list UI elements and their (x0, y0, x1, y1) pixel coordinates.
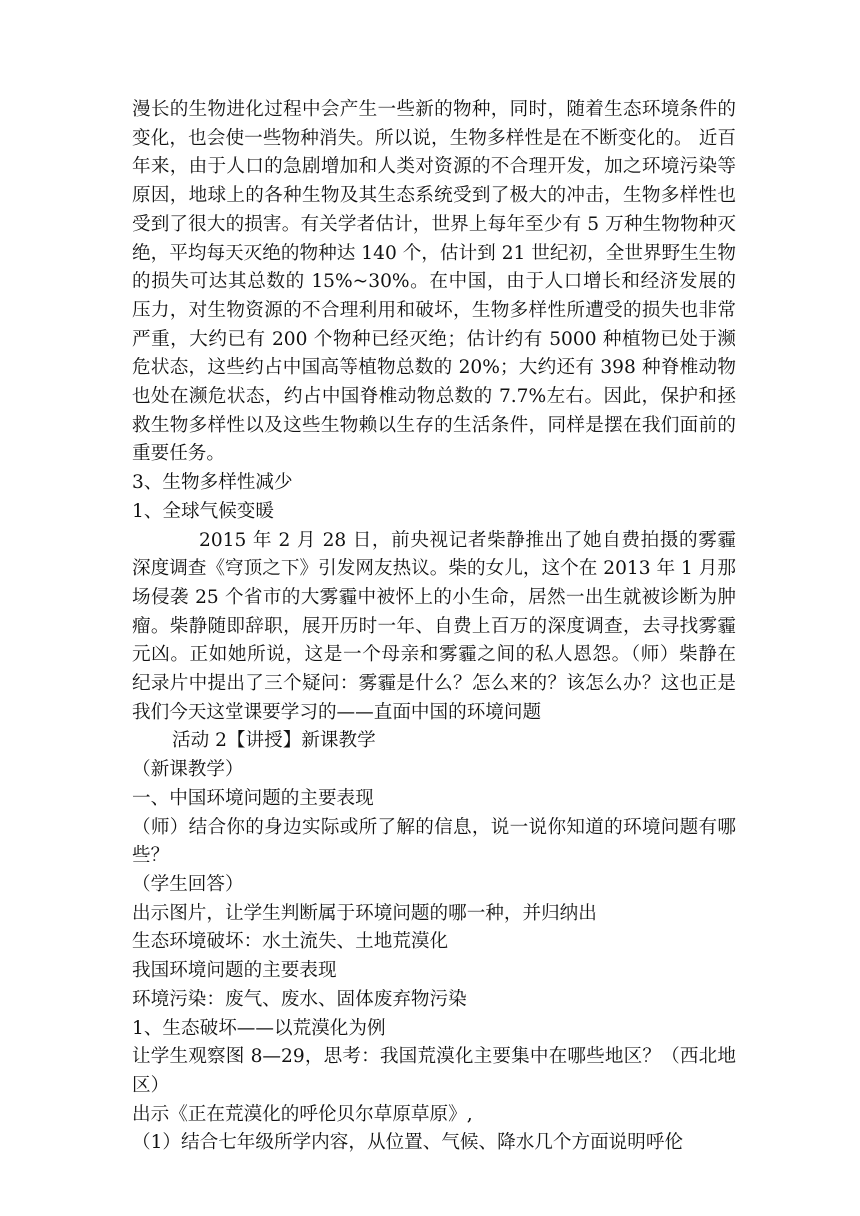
document-body (132, 96, 736, 1158)
observe-figure-question: 让学生观察图 8—29，思考：我国荒漠化主要集中在哪些地区？（西北地区） (132, 1046, 736, 1096)
activity-heading: 活动 2【讲授】新课教学 (172, 730, 376, 752)
student-answer-label: （学生回答） (132, 873, 244, 895)
question-one-line: （1）结合七年级所学内容，从位置、气候、降水几个方面说明呼伦 (132, 1132, 684, 1154)
heading-biodiversity-decrease: 3、生物多样性减少 (132, 472, 293, 494)
show-pictures-instruction: 出示图片，让学生判断属于环境问题的哪一种，并归纳出 (132, 902, 597, 924)
main-problems-line: 我国环境问题的主要表现 (132, 960, 337, 982)
pollution-line: 环境污染：废气、废水、固体废弃物污染 (132, 988, 467, 1010)
section-label-new-lesson: （新课教学） (132, 759, 244, 781)
heading-main-environmental-problems: 一、中国环境问题的主要表现 (132, 787, 374, 809)
teacher-question: （师）结合你的身边实际或所了解的信息，说一说你知道的环境问题有哪些？ (132, 816, 736, 867)
paragraph-smog-documentary: 2015 年 2 月 28 日，前央视记者柴静推出了她自费拍摄的雾霾深度调查《穹顶之下》引发网友热议。柴的女儿，这个在 2013 年 1 月那场侵袭 25 个省市的大雾霾中被怀上的小生命，居然一出生就被诊断为肿瘤。柴静随即辞职，展开历时一年、自费上百万的深度调查，去寻找雾霾元凶。正如她所说，这是一个母亲和雾霾之间的私人恩怨。（师）柴静在纪录片中提出了三个疑问：雾霾是什么？怎么来的？该怎么办？这也正是我们今天这堂课要学习的——直面中国的环境问题 (132, 529, 736, 723)
paragraph-biodiversity-loss: 漫长的生物进化过程中会产生一些新的物种，同时，随着生态环境条件的变化，也会使一些物种消失。所以说，生物多样性是在不断变化的。 近百年来，由于人口的急剧增加和人类对资源的不合理开发，加之环境污染等原因，地球上的各种生物及其生态系统受到了极大的冲击，生物多样性也受到了很大的损害。有关学者估计，世界上每年至少有 5 万种生物物种灭绝，平均每天灭绝的物种达 140 个，估计到 21 世纪初，全世界野生生物的损失可达其总数的 15%~30%。在中国，由于人口增长和经济发展的压力，对生物资源的不合理利用和破坏，生物多样性所遭受的损失也非常严重，大约已有 200 个物种已经灭绝；估计约有 5000 种植物已处于濒危状态，这些约占中国高等植物总数的 20%；大约还有 398 种脊椎动物也处在濒危状态，约占中国脊椎动物总数的 7.7%左右。因此，保护和拯救生物多样性以及这些生物赖以生存的生活条件，同样是摆在我们面前的重要任务。 (132, 99, 736, 465)
ecological-damage-line: 生态环境破坏：水土流失、土地荒漠化 (132, 931, 449, 953)
heading-global-warming: 1、全球气候变暖 (132, 500, 274, 522)
heading-desertification-example: 1、生态破坏——以荒漠化为例 (132, 1017, 386, 1039)
show-grassland-line: 出示《正在荒漠化的呼伦贝尔草原草原》, (132, 1103, 473, 1125)
